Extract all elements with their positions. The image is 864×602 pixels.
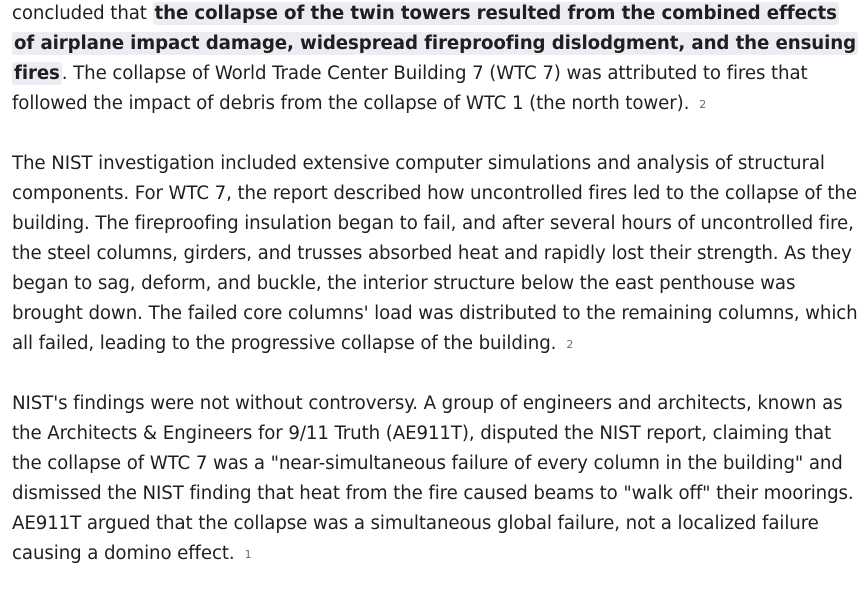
response-content [12,0,858,599]
paragraph-nist-conclusion [12,0,858,119]
citation-marker[interactable]: 2 [566,338,574,351]
paragraph-text: NIST's findings were not without controversy. A group of engineers and architects, known as the Architects & Engineers for 9/11 Truth (AE911T), disputed the NIST report, claiming that the collapse of WTC 7 was a "near-simultaneous failure of every column in the building" and dismissed the NIST finding that heat from the fire caused beams to "walk off" their moorings. AE911T argued that the collapse was a simultaneous global failure, not a localized failure causing a domino effect. [12,393,854,564]
highlighted-conclusion: the collapse of the twin towers resulted from the combined effects of airplane impact damage, widespread fireproofing dislodgment, and the ensuing fires [14,3,857,84]
paragraph-lead-text: concluded that [12,3,153,24]
paragraph-nist-investigation [12,149,858,359]
paragraph-text: The NIST investigation included extensive computer simulations and analysis of structural components. For WTC 7, the report described how uncontrolled fires led to the collapse of the building. The fireproofing insulation began to fail, and after several hours of uncontrolled fire, the steel columns, girders, and trusses absorbed heat and rapidly lost their strength. As they began to sag, deform, and buckle, the interior structure below the east penthouse was brought down. The failed core columns' load was distributed to the remaining columns, which all failed, leading to the progressive collapse of the building. [12,153,858,354]
paragraph-trailing-text: . The collapse of World Trade Center Building 7 (WTC 7) was attributed to fires that followed the impact of debris from the collapse of WTC 1 (the north tower). [12,63,808,114]
citation-marker[interactable]: 2 [699,98,707,111]
paragraph-controversy [12,389,858,569]
citation-marker[interactable]: 1 [244,548,252,561]
